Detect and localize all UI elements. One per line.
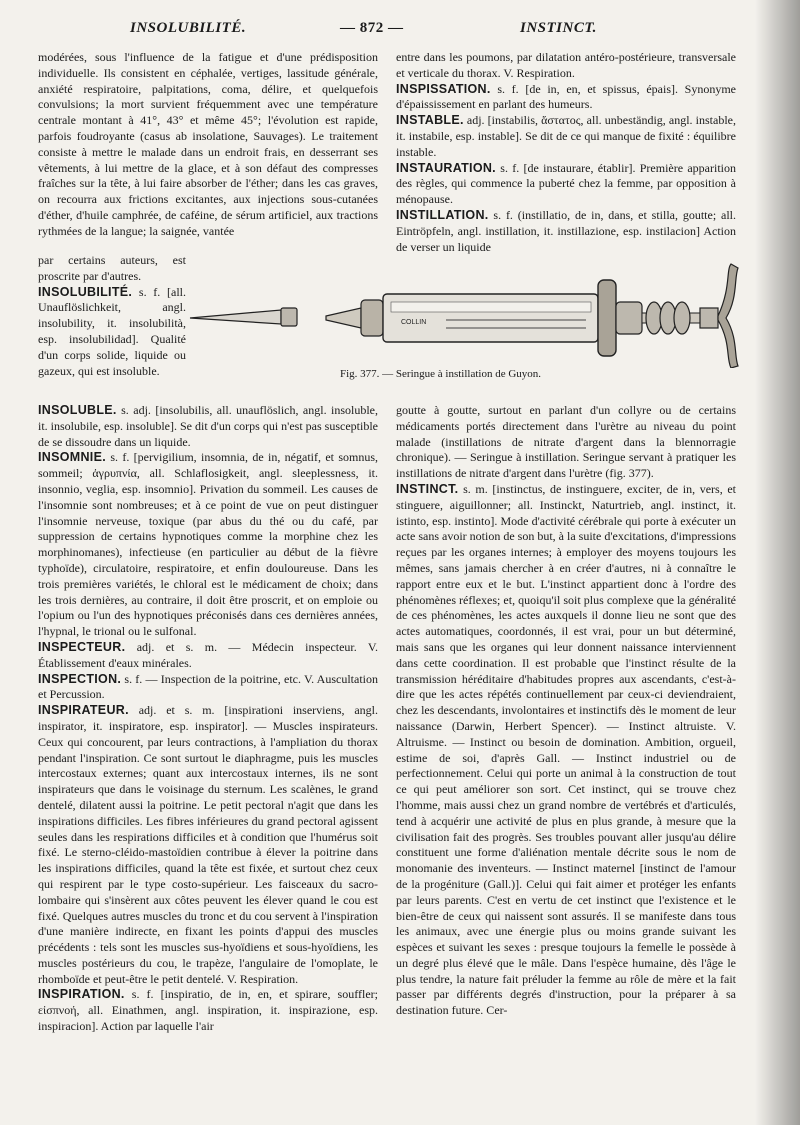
entry-insolubilite <box>38 285 186 380</box>
syringe-nozzle <box>326 300 383 336</box>
right-column-top <box>396 50 736 255</box>
page-number: — 872 — <box>340 20 404 36</box>
headword: INSTAURATION. <box>396 160 496 175</box>
page-edge-shadow <box>755 0 800 1125</box>
headword: INSPIRATION. <box>38 987 125 1002</box>
headword: INSTINCT. <box>396 481 459 496</box>
definition: s. adj. [insolubilis, all. unauflöslich, angl. insoluble, it. insolubile, esp. insoluble]. Se dit d'un corps qui n'est pas susceptible de se dissoudre dans un liquide. <box>38 403 379 449</box>
headword: INSOLUBILITÉ. <box>38 284 133 299</box>
entry-inspiration <box>38 987 378 1034</box>
headword: INSPECTION. <box>38 671 122 686</box>
headword: INSOMNIE. <box>38 450 106 465</box>
headword: INSOLUBLE. <box>38 403 117 417</box>
definition: s. f. [de instaurare, établir]. Première apparition des règles, qui commence la puberté chez la femme, par opposition à ménopause. <box>396 160 737 207</box>
definition: s. f. (instillatio, de in, dans, et stilla, goutte; all. Eintröpfeln, angl. instillation, it. instillazione, esp. instilacion] Action de verser un liquide <box>396 207 737 254</box>
left-column-narrow <box>38 253 186 379</box>
instillation-continuation: goutte à goutte, surtout en parlant d'un collyre ou de certains médicaments portés directement dans l'urètre au niveau du point malade (instillations de nitrate d'argent dans la blennorragie chronique). — Seringue à instillation. Seringue servant à pratiquer les instillations de nitrate d'argent dans l'urètre (fig. 377). <box>396 403 736 481</box>
definition: s. f. [pervigilium, insomnia, de in, négatif, et somnus, sommeil; ἀγρυπνία, all. Schlaflosigkeit, angl. sleeplessness, it. insonnio, veglia, esp. insomnio]. Privation du sommeil. Les causes de l'insomnie sont nombreuses; et à ce point de vue on peut distinguer l'insomnie nerveuse, toxique (par abus du thé ou du café, par suppression de certains hypnotiques comme la morphine chez les morphinomanes), infectieuse (en particulier au début de la fièvre typhoïde), circulatoire, respiratoire, et enfin douloureuse. Dans les trois premières variétés, le chloral est le médicament de choix; dans les trois dernières, au contraire, il doit être proscrit, et on emploie ou l'opium ou l'un des hypnotiques préconisés dans ces dernières années, l'hypnal, le trional ou le sulfonal. <box>38 450 378 639</box>
syringe-flange <box>598 280 642 356</box>
inspiration-continuation: entre dans les poumons, par dilatation antéro-postérieure, transversale et verticale du thorax. V. Respiration. <box>396 50 736 80</box>
headword: INSPIRATEUR. <box>38 703 129 718</box>
right-column-bottom <box>396 403 736 1019</box>
entry-inspection <box>38 672 378 704</box>
entry-instauration <box>396 161 736 208</box>
definition: s. f. — Inspection de la poitrine, etc. V. Auscultation et Percussion. <box>38 671 379 702</box>
definition: s. m. [instinctus, de instinguere, exciter, de in, vers, et stinguere, aiguillonner; all. Instinckt, Naturtrieb, angl. instinct, it. istinto, esp. instinto]. Mode d'activité cérébrale qui porte à exécuter un acte sans avoir notion de son but, à la suite d'excitations, d'impressions reçues par les organes internes; à employer des moyens toujours les mêmes, sans jamais chercher à en créer d'autres, ni à connaître le rapport entre eux et le but. L'instinct appartient donc à l'ordre des phénomènes réflexes; et, quoiqu'il soit plus complexe que la généralité de ces phénomènes, les actes auxquels il donne lieu ne sont que des actes automatiques, coordonnés, il est vrai, pour un but déterminé, mais sans que les organes qui leur donnent naissance interviennent dans cette coordination. Il est probable que l'instinct résulte de la transmission héréditaire d'habitudes propres aux ascendants, c'est-à-dire que les actes répétés continuellement par ceux-ci deviendraient, chez les descendants, involontaires et instinctifs dès le moment de leur naissance (Darwin, Herbert Spencer). — Instinct altruiste. V. Altruisme. — Instinct ou besoin de domination. Ambition, orgueil, estime de soi, d'après Gall. — Instinct industriel ou de perfectionnement. Celui qui porte un animal à la construction de tout ce qui peut améliorer son sort. Cet instinct, qui se trouve chez l'homme, mais aussi chez un grand nombre de vertébrés et d'articulés, tend à acquérir une activité de plus en plus grande, à mesure que la civilisation fait des progrès. Ses troubles pouvant aller jusqu'au délire constituent une forme d'aliénation mentale décrite sous le nom de monomanie des inventeurs. — Instinct maternel [instinct de l'amour de la progéniture (Gall.)]. Celui qui fait aimer et protéger les enfants par leurs parents. C'est en vertu de cet instinct que l'existence et le bien-être de ceux qui naissent sont assurés. Il se manifeste dans tous les animaux, avec une énergie plus ou moins grande suivant les espèces et suivant les sexes : presque toujours la femelle le possède à un degré plus élevé que le mâle. Dans l'espèce humaine, dès l'âge le plus tendre, la nature fait préluder la femme au rôle de mère et la fait passer par différents degrés d'instruction, pour la préparer à sa destination future. Cer- <box>396 481 737 1018</box>
entry-instable <box>396 113 736 160</box>
headword: INSTABLE. <box>396 113 464 128</box>
insolation-end: par certains auteurs, est proscrite par d'autres. <box>38 253 186 283</box>
entry-inspissation <box>396 82 736 114</box>
definition: adj. [instabilis, ἄστατος, all. unbeständig, angl. instable, it. instabile, esp. instable]. Se dit de ce qui manque de fixité : équilibre instable. <box>396 113 736 159</box>
definition: s. f. [all. Unauflöslichkeit, angl. insolubility, it. insolubilità, esp. insolubilidad]. Qualité d'un corps solide, liquide ou gazeux, qui est insoluble. <box>38 284 186 378</box>
running-header <box>130 14 760 42</box>
thumb-handle <box>700 264 738 368</box>
left-column-top <box>38 50 378 240</box>
syringe-barrel <box>383 294 598 342</box>
definition: adj. et s. m. — Médecin inspecteur. V. Établissement d'eaux minérales. <box>38 639 379 670</box>
syringe-illustration <box>186 258 746 368</box>
definition: s. f. [de in, en, et spissus, épais]. Synonyme d'épaississement en parlant des humeurs. <box>396 81 736 112</box>
figure-caption: Fig. 377. — Seringue à instillation de Guyon. <box>340 368 542 380</box>
barrel-maker-label: COLLIN <box>401 319 427 326</box>
header-left-headword: INSOLUBILITÉ. <box>130 20 247 36</box>
cannula-tip <box>190 308 297 326</box>
definition: adj. et s. m. [inspirationi inserviens, angl. inspirator, it. inspiratore, esp. inspirator]. — Muscles inspirateurs. Ceux qui concourent, par leurs contractions, à l'ampliation du thorax pendant l'inspiration. Ce sont surtout le diaphragme, puis les muscles intercostaux externes; quant aux intercostaux internes, ils ne sont inspirateurs que dans le voisinage du sternum. Les scalènes, le grand dentelé, dilatent aussi la poitrine. Le petit pectoral n'agit que dans les inspirations difficiles. Les fibres inférieures du grand pectoral agissent seules dans les respirations difficiles et à condition que l'humérus soit fixé. Le sterno-cléido-mastoïdien contribue à élever la poitrine dans les inspirations difficiles, quand la tête est fixée, et surtout chez ceux qui respirent par le type costo-supérieur. Les faisceaux du sacro-lombaire qui s'insèrent aux côtes peuvent les élever quand le cou est fixé. Quelques autres muscles du tronc et du cou servent à l'inspiration d'une manière indirecte, en fixant les points d'appui des muscles précédents : tels sont les muscles sus-hyoïdiens et sous-hyoïdiens, les muscles postérieurs du cou, le trapèze, l'angulaire de l'omoplate, le rhomboïde et peut-être le petit dentelé. V. Respiration. <box>38 703 378 986</box>
left-column-bottom <box>38 403 378 1035</box>
insolation-continuation: modérées, sous l'influence de la fatigue et d'une prédisposition individuelle. Ils consistent en céphalée, vertiges, lassitude générale, anxiété respiratoire, palpitations, coma, délire, et quelquefois convulsions; la mort survient fréquemment avec une température centrale montant à 41°, 43° et même 45°; l'évolution est rapide, parfois foudroyante (casus ab insolatione, Sauvages). Le traitement consiste à mettre le malade dans un endroit frais, en desserrant ses vêtements, à lui mettre de la glace, et à son défaut des compresses fraîches sur la tête, à lui faire absorber de l'éther; dans les cas graves, on recourra aux frictions excitantes, aux injections sous-cutanées d'éther, d'huile camphrée, de caféine, de sérum artificiel, aux tractions rythmées de la langue; la saignée, vantée <box>38 50 378 238</box>
headword: INSTILLATION. <box>396 207 489 222</box>
entry-insoluble <box>38 403 378 450</box>
entry-instillation <box>396 208 736 255</box>
entry-instinct <box>396 482 736 1019</box>
definition: s. f. [inspiratio, de in, en, et spirare, souffler; εἰσπνοή, all. Einathmen, angl. inspiration, it. inspirazione, esp. inspiracion]. Action par laquelle l'air <box>38 987 378 1034</box>
header-right-headword: INSTINCT. <box>520 20 597 36</box>
headword: INSPISSATION. <box>396 81 491 96</box>
entry-inspecteur <box>38 640 378 672</box>
entry-inspirateur <box>38 703 378 987</box>
headword: INSPECTEUR. <box>38 639 126 654</box>
plunger <box>642 302 702 334</box>
entry-insomnie <box>38 450 378 640</box>
